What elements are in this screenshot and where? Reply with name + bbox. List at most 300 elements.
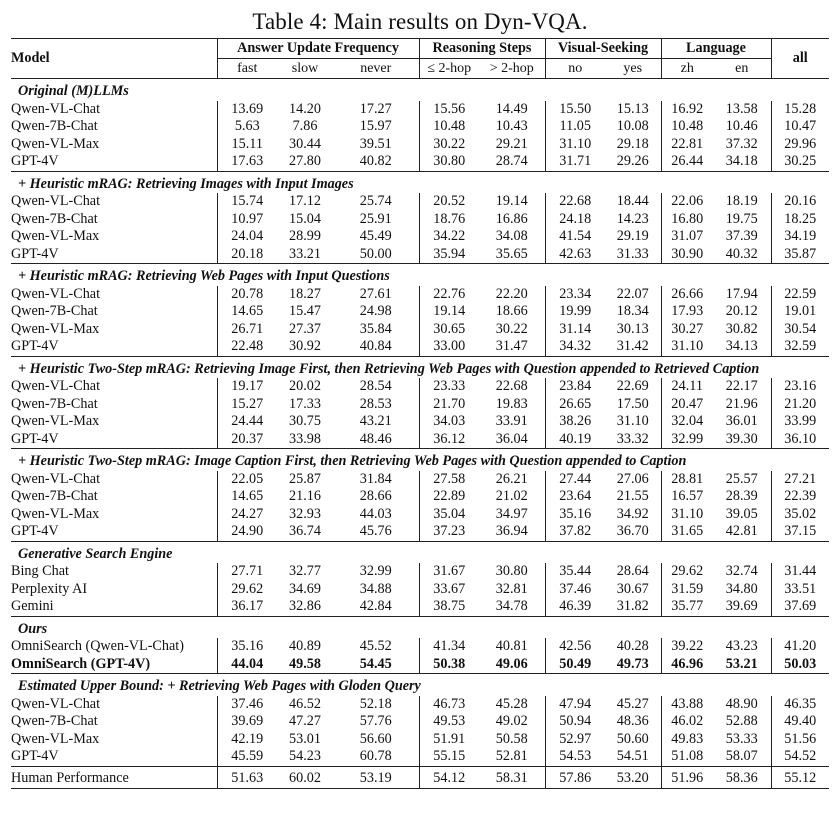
subheader-gt-2hop: > 2-hop (489, 60, 534, 76)
value-cell: 55.15 (419, 748, 479, 766)
table-row (11, 286, 829, 304)
value-cell: 50.00 (359, 245, 392, 262)
value-cell: 22.20 (495, 285, 528, 302)
value-cell: 24.04 (231, 228, 264, 244)
value-cell: 29.21 (495, 135, 528, 152)
table-row (11, 581, 829, 599)
value-cell: 49.02 (495, 713, 528, 729)
value-cell: 35.84 (359, 320, 392, 337)
value-cell: 50.58 (495, 730, 528, 747)
value-cell: 30.92 (289, 338, 321, 354)
value-cell: 15.04 (289, 210, 321, 227)
value-cell: 16.80 (661, 211, 713, 229)
value-cell: 46.52 (289, 695, 321, 712)
value-cell: 52.88 (725, 713, 758, 729)
value-cell: 36.10 (771, 431, 829, 449)
value-cell: 23.84 (545, 378, 605, 396)
value-cell: 44.03 (359, 505, 392, 522)
table-row (11, 766, 829, 789)
section-header (11, 674, 829, 696)
value-cell: 21.96 (725, 395, 758, 412)
model-name: GPT-4V (11, 338, 217, 356)
value-cell: 45.59 (231, 748, 264, 764)
value-cell: 27.61 (359, 285, 392, 302)
value-cell: 35.65 (495, 245, 528, 262)
value-cell: 20.52 (419, 193, 479, 211)
value-cell: 36.12 (419, 431, 479, 449)
value-cell: 37.46 (231, 695, 264, 712)
value-cell: 33.98 (289, 430, 321, 447)
value-cell: 32.99 (661, 431, 713, 449)
value-cell: 10.48 (419, 118, 479, 136)
value-cell: 34.19 (771, 228, 829, 246)
value-cell: 16.57 (661, 488, 713, 506)
model-name: Qwen-VL-Max (11, 228, 217, 246)
value-cell: 7.86 (292, 118, 318, 134)
value-cell: 33.32 (616, 430, 649, 447)
value-cell: 26.65 (545, 396, 605, 414)
model-name: GPT-4V (11, 748, 217, 766)
value-cell: 43.88 (661, 696, 713, 714)
value-cell: 31.65 (661, 523, 713, 541)
value-cell: 35.16 (231, 638, 264, 654)
value-cell: 15.97 (359, 118, 392, 134)
value-cell: 37.46 (545, 581, 605, 599)
value-cell: 57.76 (359, 713, 392, 729)
value-cell: 32.99 (359, 563, 392, 579)
value-cell: 49.40 (771, 713, 829, 731)
value-cell: 22.81 (661, 136, 713, 154)
header-group-frequency: Answer Update Frequency (217, 39, 419, 59)
value-cell: 29.62 (231, 580, 264, 597)
value-cell: 34.08 (495, 228, 528, 244)
value-cell: 35.87 (771, 246, 829, 264)
value-cell: 30.22 (419, 136, 479, 154)
value-cell: 31.71 (545, 153, 605, 171)
model-name: GPT-4V (11, 523, 217, 541)
value-cell: 26.71 (231, 320, 264, 337)
table-row (11, 118, 829, 136)
value-cell: 24.11 (661, 378, 713, 396)
value-cell: 31.59 (661, 581, 713, 599)
value-cell: 35.44 (545, 563, 605, 581)
value-cell: 50.60 (616, 730, 649, 747)
value-cell: 18.27 (289, 285, 321, 302)
value-cell: 10.47 (771, 118, 829, 136)
value-cell: 28.64 (616, 563, 649, 579)
value-cell: 22.05 (231, 470, 264, 487)
model-name: OmniSearch (GPT-4V) (11, 656, 217, 674)
value-cell: 27.58 (419, 471, 479, 489)
value-cell: 20.78 (231, 285, 264, 302)
value-cell: 25.57 (725, 470, 758, 487)
value-cell: 46.02 (661, 713, 713, 731)
value-cell: 54.52 (771, 748, 829, 766)
value-cell: 34.32 (545, 338, 605, 356)
value-cell: 20.02 (289, 378, 321, 394)
value-cell: 30.75 (289, 413, 321, 429)
model-name: Qwen-VL-Chat (11, 286, 217, 304)
value-cell: 36.04 (495, 430, 528, 447)
subheader-no: no (545, 58, 605, 79)
value-cell: 52.18 (359, 695, 392, 712)
table-row (11, 101, 829, 119)
value-cell: 43.23 (725, 638, 758, 654)
table-caption: Table 4: Main results on Dyn-VQA. (252, 9, 588, 34)
value-cell: 36.94 (495, 523, 528, 539)
value-cell: 30.80 (495, 563, 528, 579)
value-cell: 15.13 (616, 100, 649, 117)
table-row (11, 193, 829, 211)
value-cell: 36.74 (289, 523, 321, 539)
table-row (11, 246, 829, 264)
value-cell: 51.56 (771, 731, 829, 749)
value-cell: 46.73 (419, 696, 479, 714)
value-cell: 21.55 (616, 488, 649, 504)
value-cell: 49.83 (661, 731, 713, 749)
value-cell: 15.11 (231, 135, 263, 152)
value-cell: 23.64 (545, 488, 605, 506)
value-cell: 34.69 (289, 580, 321, 597)
value-cell: 50.94 (545, 713, 605, 731)
value-cell: 45.52 (359, 638, 392, 654)
value-cell: 30.80 (419, 153, 479, 171)
value-cell: 52.97 (545, 731, 605, 749)
model-name: Qwen-VL-Chat (11, 696, 217, 714)
value-cell: 29.26 (616, 153, 649, 169)
value-cell: 20.37 (231, 430, 264, 447)
value-cell: 26.44 (661, 153, 713, 171)
value-cell: 19.14 (495, 193, 528, 209)
value-cell: 28.39 (725, 488, 758, 504)
value-cell: 40.81 (495, 638, 528, 654)
value-cell: 38.75 (419, 598, 479, 616)
value-cell: 53.19 (333, 766, 419, 789)
value-cell: 17.94 (725, 285, 758, 302)
value-cell: 34.03 (419, 413, 479, 431)
value-cell: 15.28 (771, 101, 829, 119)
model-name: GPT-4V (11, 431, 217, 449)
value-cell: 42.81 (725, 523, 758, 539)
value-cell: 38.26 (545, 413, 605, 431)
value-cell: 58.36 (713, 766, 771, 789)
value-cell: 54.53 (545, 748, 605, 766)
subheader-yes: yes (623, 60, 643, 76)
value-cell: 33.00 (419, 338, 479, 356)
value-cell: 30.25 (771, 153, 829, 171)
value-cell: 45.76 (359, 523, 392, 539)
value-cell: 14.49 (495, 100, 528, 117)
subheader-slow: slow (291, 60, 319, 76)
value-cell: 24.27 (231, 505, 264, 522)
value-cell: 17.93 (661, 303, 713, 321)
value-cell: 22.59 (771, 286, 829, 304)
model-name: GPT-4V (11, 246, 217, 264)
table-row (11, 338, 829, 356)
value-cell: 19.75 (725, 210, 758, 227)
value-cell: 16.92 (661, 101, 713, 119)
value-cell: 52.81 (495, 748, 528, 764)
value-cell: 51.08 (661, 748, 713, 766)
value-cell: 34.13 (725, 338, 758, 354)
value-cell: 30.82 (725, 320, 758, 337)
header-all: all (771, 39, 829, 79)
value-cell: 23.16 (771, 378, 829, 396)
subheader-fast: fast (237, 60, 258, 76)
value-cell: 30.65 (419, 321, 479, 339)
value-cell: 19.01 (771, 303, 829, 321)
value-cell: 23.33 (419, 378, 479, 396)
value-cell: 53.33 (725, 730, 758, 747)
section-header (11, 171, 829, 193)
model-name: Qwen-7B-Chat (11, 396, 217, 414)
value-cell: 17.63 (231, 153, 264, 169)
value-cell: 18.44 (616, 193, 649, 209)
table-row (11, 413, 829, 431)
value-cell: 54.51 (616, 748, 649, 764)
value-cell: 31.10 (545, 136, 605, 154)
value-cell: 40.84 (359, 338, 392, 354)
model-name: Qwen-7B-Chat (11, 303, 217, 321)
value-cell: 21.02 (495, 488, 528, 504)
value-cell: 26.66 (661, 286, 713, 304)
value-cell: 17.12 (289, 193, 321, 209)
subheader-zh: zh (661, 58, 713, 79)
value-cell: 31.42 (616, 338, 649, 354)
value-cell: 40.89 (289, 638, 321, 654)
value-cell: 19.99 (545, 303, 605, 321)
table-row (11, 748, 829, 766)
model-name: Qwen-VL-Chat (11, 193, 217, 211)
value-cell: 15.50 (545, 101, 605, 119)
value-cell: 31.67 (419, 563, 479, 581)
value-cell: 33.21 (289, 245, 321, 262)
value-cell: 32.04 (661, 413, 713, 431)
value-cell: 37.15 (771, 523, 829, 541)
value-cell: 34.92 (616, 505, 649, 522)
value-cell: 46.35 (771, 696, 829, 714)
value-cell: 34.22 (419, 228, 479, 246)
value-cell: 27.21 (771, 471, 829, 489)
model-name: Qwen-VL-Max (11, 136, 217, 154)
value-cell: 10.48 (661, 118, 713, 136)
value-cell: 28.81 (661, 471, 713, 489)
model-name: Qwen-7B-Chat (11, 488, 217, 506)
value-cell: 18.34 (616, 303, 649, 319)
value-cell: 43.21 (359, 413, 392, 429)
value-cell: 29.18 (616, 135, 649, 152)
value-cell: 55.12 (771, 766, 829, 789)
value-cell: 37.23 (419, 523, 479, 541)
value-cell: 21.70 (419, 396, 479, 414)
value-cell: 35.16 (545, 506, 605, 524)
value-cell: 25.91 (359, 210, 392, 227)
value-cell: 27.37 (289, 320, 321, 337)
model-name: Qwen-VL-Max (11, 731, 217, 749)
table-row (11, 506, 829, 524)
value-cell: 42.84 (359, 598, 392, 614)
value-cell: 37.82 (545, 523, 605, 541)
value-cell: 28.99 (289, 228, 321, 244)
value-cell: 31.82 (616, 598, 649, 614)
value-cell: 31.84 (359, 470, 392, 487)
value-cell: 48.46 (359, 430, 392, 447)
model-name: Qwen-VL-Chat (11, 378, 217, 396)
table-row (11, 378, 829, 396)
value-cell: 36.01 (725, 413, 758, 429)
value-cell: 58.07 (725, 748, 758, 764)
value-cell: 22.48 (231, 338, 264, 354)
value-cell: 41.20 (771, 638, 829, 656)
value-cell: 10.97 (231, 210, 264, 227)
table-row (11, 638, 829, 656)
value-cell: 30.27 (661, 321, 713, 339)
section-title: Original (M)LLMs (11, 79, 829, 101)
value-cell: 28.74 (495, 153, 528, 169)
value-cell: 20.47 (661, 396, 713, 414)
model-name: Qwen-VL-Chat (11, 471, 217, 489)
value-cell: 19.14 (419, 303, 479, 321)
table-row (11, 321, 829, 339)
value-cell: 21.20 (771, 396, 829, 414)
model-name: Qwen-VL-Max (11, 506, 217, 524)
value-cell: 14.23 (616, 210, 649, 227)
header-model: Model (11, 39, 217, 79)
value-cell: 37.32 (725, 135, 758, 152)
value-cell: 56.60 (359, 730, 392, 747)
value-cell: 5.63 (234, 118, 260, 134)
value-cell: 45.28 (495, 695, 528, 712)
model-name: GPT-4V (11, 153, 217, 171)
value-cell: 32.77 (289, 563, 321, 579)
section-header (11, 616, 829, 638)
value-cell: 27.44 (545, 471, 605, 489)
model-name: Qwen-VL-Max (11, 413, 217, 431)
section-title: + Heuristic mRAG: Retrieving Images with Input Images (11, 171, 829, 193)
value-cell: 53.20 (605, 766, 661, 789)
value-cell: 39.51 (359, 135, 392, 152)
model-name: Qwen-VL-Max (11, 321, 217, 339)
value-cell: 44.04 (231, 655, 264, 672)
value-cell: 18.25 (771, 211, 829, 229)
section-title: + Heuristic mRAG: Retrieving Web Pages with Input Questions (11, 264, 829, 286)
value-cell: 54.45 (359, 655, 392, 672)
value-cell: 54.23 (289, 748, 321, 764)
value-cell: 57.86 (545, 766, 605, 789)
table-row (11, 713, 829, 731)
value-cell: 32.59 (771, 338, 829, 356)
value-cell: 29.19 (616, 228, 649, 244)
value-cell: 14.65 (231, 303, 264, 319)
value-cell: 37.39 (725, 228, 758, 244)
value-cell: 51.96 (661, 766, 713, 789)
value-cell: 35.77 (661, 598, 713, 616)
model-name: Qwen-7B-Chat (11, 211, 217, 229)
value-cell: 22.69 (616, 378, 649, 394)
value-cell: 31.10 (661, 338, 713, 356)
section-header (11, 449, 829, 471)
value-cell: 17.50 (616, 395, 649, 412)
value-cell: 27.80 (289, 153, 321, 169)
value-cell: 22.68 (545, 193, 605, 211)
value-cell: 32.93 (289, 505, 321, 522)
value-cell: 20.16 (771, 193, 829, 211)
value-cell: 60.02 (277, 766, 333, 789)
value-cell: 34.80 (725, 580, 758, 597)
section-title: Ours (11, 616, 829, 638)
value-cell: 40.32 (725, 245, 758, 262)
value-cell: 10.08 (616, 118, 649, 134)
table-body (11, 79, 829, 789)
section-header (11, 264, 829, 286)
value-cell: 13.58 (725, 100, 758, 117)
value-cell: 25.74 (359, 193, 392, 209)
value-cell: 47.27 (289, 713, 321, 729)
value-cell: 47.94 (545, 696, 605, 714)
header-group-reasoning: Reasoning Steps (419, 39, 545, 59)
value-cell: 34.97 (495, 505, 528, 522)
section-header (11, 356, 829, 378)
value-cell: 28.66 (359, 488, 392, 504)
table-row (11, 696, 829, 714)
value-cell: 53.21 (725, 655, 758, 672)
model-name: Perplexity AI (11, 581, 217, 599)
value-cell: 41.54 (545, 228, 605, 246)
value-cell: 21.16 (289, 488, 321, 504)
subheader-le-2hop: ≤ 2-hop (419, 58, 479, 79)
value-cell: 49.58 (289, 655, 321, 672)
value-cell: 32.86 (289, 598, 321, 614)
value-cell: 18.66 (495, 303, 528, 319)
value-cell: 53.01 (289, 730, 321, 747)
table-row (11, 211, 829, 229)
value-cell: 30.90 (661, 246, 713, 264)
value-cell: 40.19 (545, 431, 605, 449)
model-name: OmniSearch (Qwen-VL-Chat) (11, 638, 217, 656)
value-cell: 49.06 (495, 655, 528, 672)
value-cell: 30.54 (771, 321, 829, 339)
model-name: Human Performance (11, 766, 217, 789)
value-cell: 33.91 (495, 413, 528, 429)
value-cell: 39.69 (725, 598, 758, 614)
subheader-never: never (360, 60, 392, 76)
value-cell: 22.76 (419, 286, 479, 304)
value-cell: 30.13 (616, 320, 649, 337)
value-cell: 39.22 (661, 638, 713, 656)
value-cell: 25.87 (289, 470, 321, 487)
section-header (11, 79, 829, 101)
value-cell: 36.17 (231, 598, 264, 614)
value-cell: 22.06 (661, 193, 713, 211)
value-cell: 39.30 (725, 430, 758, 447)
value-cell: 42.63 (545, 246, 605, 264)
value-cell: 35.02 (771, 506, 829, 524)
subheader-en: en (735, 60, 749, 76)
table-row (11, 136, 829, 154)
value-cell: 14.20 (289, 100, 321, 117)
value-cell: 32.74 (725, 563, 758, 579)
value-cell: 29.62 (661, 563, 713, 581)
value-cell: 34.88 (359, 580, 392, 597)
value-cell: 34.18 (725, 153, 758, 169)
value-cell: 60.78 (359, 748, 392, 764)
value-cell: 26.21 (495, 470, 528, 487)
value-cell: 29.96 (771, 136, 829, 154)
table-row (11, 471, 829, 489)
value-cell: 13.69 (231, 100, 264, 117)
value-cell: 30.22 (495, 320, 528, 337)
value-cell: 49.53 (419, 713, 479, 731)
